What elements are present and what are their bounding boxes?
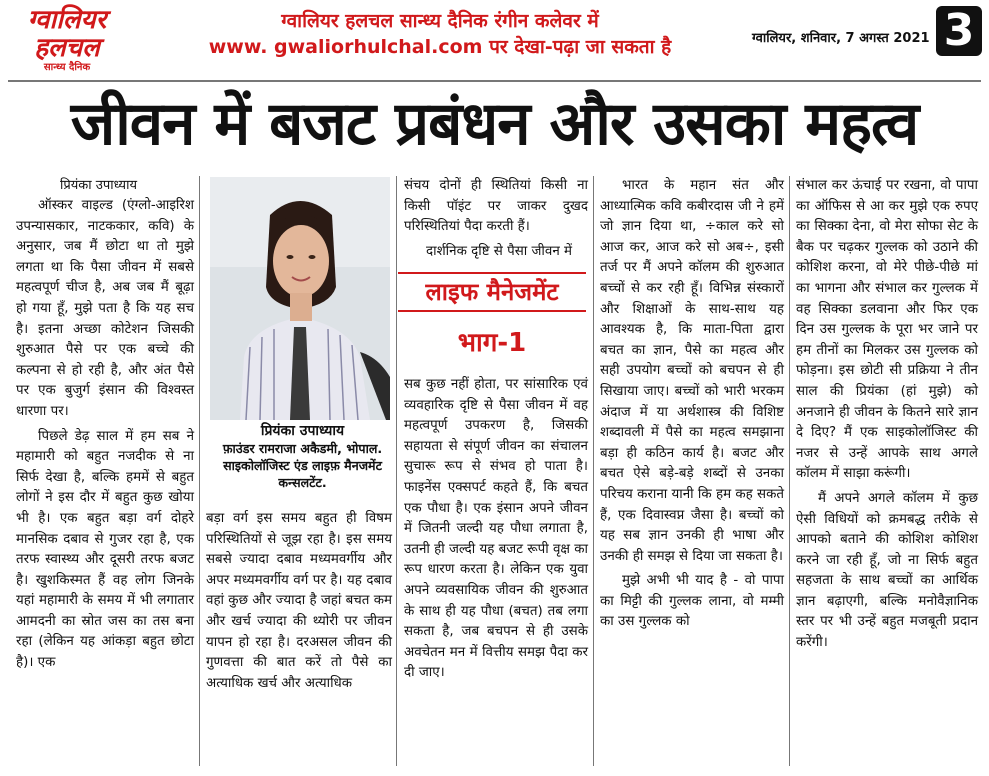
column-4-paragraph-2: मुझे अभी भी याद है - वो पापा का मिट्टी की गुल्लक लाना, वो मम्मी का उस गुल्लक को xyxy=(600,573,784,630)
author-byline: प्रियंका उपाध्याय xyxy=(60,178,137,193)
article-headline: जीवन में बजट प्रबंधन और उसका महत्व xyxy=(70,89,919,159)
column-3-paragraph-1: संचय दोनों ही स्थितियां किसी ना किसी पॉइंट पर जाकर दुखद परिस्थितियां पैदा करती हैं। xyxy=(404,178,588,235)
series-title: लाइफ मैनेजमेंट xyxy=(398,272,586,312)
logo-line1: ग्वालियर xyxy=(27,5,107,35)
column-4-paragraph-1: भारत के महान संत और आध्यात्मिक कवि कबीरदास जी ने हमें जो ज्ञान दिया था, ÷काल करे सो आज कर, आज करे सो अब÷, इसी तर्ज पर मैं अपने कॉलम की शुरुआत बच्चों से कर रही हूँ। विभिन्न संस्कारों और शिक्षाओं के साथ-साथ यह आवश्यक है, कि माता-पिता द्वारा बचत का ज्ञान, पैसे का महत्व और सही उपयोग बच्चों को बचपन से ही सिखाया जाए। बच्चों को भारी भरकम अंदाज में या अर्थशास्त्र की विशिष्ट शब्दावली में पैसे का महत्व समझाना बड़ा ही कठिन कार्य है। बजट और बचत ऐसे बड़े-बड़े शब्दों से उनका परिचय कराना यानी कि हम कह सकते हैं, एक दिवास्वप्न जैसा है। बच्चों को यह सब ज्ञान उनकी ही भाषा और उनकी ही समझ से दिया जा सकता है। xyxy=(600,178,784,564)
masthead-divider xyxy=(8,80,981,82)
column-1 xyxy=(16,176,194,674)
author-photo xyxy=(210,177,390,420)
photo-caption xyxy=(200,423,405,491)
column-5 xyxy=(796,176,978,654)
column-divider xyxy=(593,176,594,766)
author-portrait-illustration xyxy=(210,177,390,420)
column-3-paragraph-3: सब कुछ नहीं होता, पर सांसारिक एवं व्यवहारिक दृष्टि से पैसा जीवन में वह महत्वपूर्ण उपकरण है, जिसकी सहायता से संपूर्ण जीवन का संचालन सुचारू रूप से संभव हो पाता है। फाइनेंस एक्सपर्ट कहते हैं, कि बचत एक पौधा है। एक इंसान अपने जीवन में जितनी जल्दी यह पौधा लगाता है, उतनी ही जल्दी यह बजट रूपी वृक्ष का रूप धारण करता है। लेकिन एक युवा अपने व्यवसायिक जीवन की शुरुआत के साथ ही यह पौधा (बचत) तब लगा सकता है, जब बचपन से ही उसके अवचेतन मन में वित्तीय समझ पैदा कर दी जाए। xyxy=(404,377,589,681)
caption-designation: फ़ाउंडर रामराजा अकैडमी, भोपाल. xyxy=(222,441,383,456)
logo-line2: हलचल xyxy=(34,33,100,63)
column-4 xyxy=(600,176,784,633)
caption-name: प्रियंका उपाध्याय xyxy=(260,423,345,439)
masthead xyxy=(0,0,989,78)
column-2-paragraph: बड़ा वर्ग इस समय बहुत ही विषम परिस्थितियों से जूझ रहा है। इस समय सबसे ज्यादा दबाव मध्यमवर्गीय और अपर मध्यमवर्गीय वर्ग पर है। यह दबाव वहां कुछ और ज्यादा है जहां बचत कम और खर्च ज्यादा की थ्योरी पर जीवन यापन हो रहा है। दरअसल जीवन की गुणवत्ता की बात करें तो पैसे का अत्याधिक खर्च और अत्याधिक xyxy=(206,511,392,691)
promo-banner xyxy=(160,8,720,60)
series-part: भाग-1 xyxy=(457,328,527,358)
column-divider xyxy=(396,176,397,766)
page-number: 3 xyxy=(936,6,982,56)
column-3-paragraph-2: दार्शनिक दृष्टि से पैसा जीवन में xyxy=(426,243,573,259)
column-1-paragraph-1: ऑस्कर वाइल्ड (एंग्लो-आइरिश उपन्यासकार, नाटककार, कवि) के अनुसार, जब मैं छोटा था तो मुझे लगता था कि पैसा जीवन में सबसे महत्वपूर्ण चीज है, अब जब मैं बूढ़ा हो गया हूँ, मुझे पता है कि यह सच है। इतना अच्छा कोटेशन जिसकी शुरुआत पैसे पर एक बच्चे की कल्पना से हो रही है, और अंत पैसे पर एक बुजुर्ग इंसान की विश्वस्त धारणा पर। xyxy=(16,198,194,419)
column-3-bottom xyxy=(404,375,588,684)
series-label xyxy=(398,272,586,360)
column-2 xyxy=(206,509,392,694)
column-1-paragraph-2: पिछले डेढ़ साल में हम सब ने महामारी को बहुत नजदीक से ना सिर्फ देखा है, बल्कि हममें से बहुत लोगों ने इस दौर में बहुत कुछ खोया भी है। एक बहुत बड़ा वर्ग दोहरे मानसिक दबाव से गुजर रहा है, एक तरफ स्वास्थ्य और दूसरी तरफ बजट है। खुशकिस्मत हैं वह लोग जिनके यहां महामारी के समय में भी लगातार आमदनी का स्रोत जस का तस बना रहा (लेकिन यह आंकड़ा बहुत छोटा है)। एक xyxy=(16,428,194,671)
column-3-top xyxy=(404,176,588,262)
promo-line1: ग्वालियर हलचल सान्ध्य दैनिक रंगीन कलेवर में xyxy=(281,10,599,32)
caption-profession: साइकोलॉजिस्ट एंड लाइफ़ मैनजमेंट कन्सलटेंट. xyxy=(223,458,382,490)
logo-tagline: सान्ध्य दैनिक xyxy=(43,62,91,73)
promo-line2: www. gwaliorhulchal.com पर देखा-पढ़ा जा सकता है xyxy=(208,36,672,58)
column-divider xyxy=(789,176,790,766)
dateline: ग्वालियर, शनिवार, 7 अगस्त 2021 xyxy=(752,31,930,46)
column-5-paragraph-1: संभाल कर ऊंचाई पर रखना, वो पापा का ऑफिस से आ कर मुझे एक रुपए का सिक्का देना, वो मेरा सोफा सेट के बैक पर चढ़कर गुल्लक को उठाने की कोशिश करना, वो मेरे पीछे-पीछे मां का भागना और संभाल कर गुल्लक में वह सिक्का डलवाना और फिर एक दिन उस गुल्लक के पूरा भर जाने पर हम तीनों का मिलकर उस गुल्लक को फोड़ना। इस छोटी सी प्रक्रिया ने तीन साल की प्रियंका (हां मुझे) को अनजाने ही जीवन के कितने सारे ज्ञान दे दिए? मैं एक साइकोलॉजिस्ट की नजर से उन्हें आपके साथ अगले कॉलम में साझा करूंगी। xyxy=(796,178,978,482)
column-5-paragraph-2: मैं अपने अगले कॉलम में कुछ ऐसी विधियों को क्रमबद्ध तरीके से आपको बताने की कोशिश कोशिश करने जा रही हूँ, जो ना सिर्फ बहुत सहजता के साथ बच्चों का आर्थिक ज्ञान बढ़ाएगी, बल्कि मनोवैज्ञानिक स्तर पर भी उन्हें बहुत मजबूती प्रदान करेंगी। xyxy=(796,490,978,651)
newspaper-logo xyxy=(12,6,122,74)
